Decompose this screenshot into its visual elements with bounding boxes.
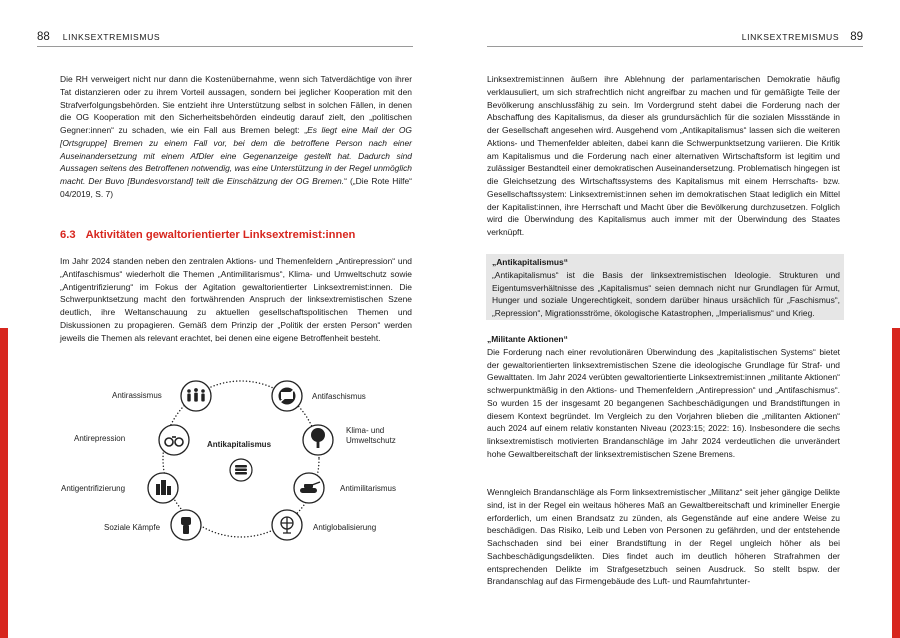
right-paragraph-1-text: Linksextremist:innen äußern ihre Ablehnung der parlamentarischen Demokratie häufig verklausuliert, um sich strafrechtlich nicht angreifbar zu machen und für gemäßigte Teile der Bevölkerung anschlussfähig zu sein. Im Vordergrund steht dabei die Forderung nach der Abschaffung des Kapitalismus, da dieser als grundursächlich für die sozialen Missstände in der Gesellschaft angesehen wird. Ausgehend vom „Antikapitalismus“ lassen sich die weiteren Aktions- und Themenfelder ableiten, dabei kann die Schwerpunktsetzung variieren. Die Kritik am Kapitalismus und die Forderung nach einer alternativen Wirtschaftsform ist legitim und zulässiger Bestandteil einer demokratischen Auseinandersetzung. Problematisch hingegen ist die Gleichsetzung des Wirtschaftssystems des Kapitalismus mit einem Herrschafts- bzw. Gesellschaftssystem: Linksextremist:innen sehen im demokratischen Staat lediglich ein Mittel der Kapitalist:innen, ihre Herrschaft und Macht über die Bevölkerung durchzusetzen. Folglich wird die Überwindung des Kapitalismus auch immer mit der Überwindung des Staates verknüpft.: [487, 74, 840, 237]
right-paragraph-1: [487, 73, 840, 239]
militant-text: Die Forderung nach einer revolutionären Überwindung des „kapitalistischen Systems“ bietet der gewaltorientierten linksextremistischen Szene die ideologische Grundlage für Straf- und Gewalttaten. Im Jahr 2024 verübten gewaltorientierte Linksextremist:innen „militante Aktionen“ schwerpunktmäßig in den Aktions- und Themenfeldern „Antirepression“ und „Antifaschismus“. So wurden 15 der insgesamt 20 begangenen Sachbeschädigungen und Brandstiftungen in diesem Kontext begründet. Im Vergleich zu den Vorjahren blieben die „militanten Aktionen“ auch 2024 auf einem relativ konstanten Niveau (2023:15; 2022: 16). Insbesondere die sechs linksextremistisch motivierten Brandanschläge im Jahr 2024 verdeutlichen die unverändert hohe Gewaltbereitschaft der linksextremistischen Szene Bremens.: [487, 346, 840, 459]
intro-quote-text: Es liegt eine Mail der OG [Ortsgruppe] Bremen zu einem Fall vor, bei dem die betroffene Person nach einer Auseinandersetzung mit einem AfDler eine Gegenanzeige gestellt hat. Dadurch sind Aussagen seitens des Betroffenen notwendig, was eine Unterstützung in der Regel unmöglich macht. Der Buvo [Bundesvorstand] teilt die Einschätzung der OG Bremen.: [60, 125, 412, 186]
box-text: „Antikapitalismus“ ist die Basis der linksextremistischen Ideologie. Strukturen und Eigentumsverhältnisse des „Kapitalismus“ seien demnach nicht nur Grundlagen für Armut, Hunger und soziale Ungerechtigkeit, sondern darüber hinaus ursächlich für „Faschismus“, „Repression“, Migrationsströme, ökologische Katastrophen, „Imperialismus“ und Krieg.: [492, 269, 840, 318]
coin-stack-icon: [230, 459, 252, 481]
box-heading: „Antikapitalismus“: [492, 257, 568, 267]
intro-plain-text: Die RH verweigert nicht nur dann die Kostenübernahme, wenn sich Tatverdächtige von ihrer Tat distanzieren oder zu ihrem Vorteil aussagen, sondern bei jeglicher Kooperation mit den Strafverfolgungsbehörden. Sie entzieht ihre Unterstützung selbst in solchen Fällen, in denen die OG Kooperation mit den Sicherheitsbehörden eindeutig darauf zielt, den „politischen Gegner:innen“ zu schaden, wie ein Fall aus Bremen belegt: „: [60, 74, 412, 135]
label-antirepression: Antirepression: [74, 434, 126, 443]
left-page-number: 88: [37, 31, 50, 43]
left-running-title: LINKSEXTREMISMUS: [62, 32, 161, 42]
militant-section: [487, 333, 840, 461]
right-running-title: LINKSEXTREMISMUS: [741, 32, 840, 42]
section-paragraph-text: Im Jahr 2024 standen neben den zentralen Aktions- und Themenfeldern „Antirepression“ und „Antifaschismus“ wiederholt die Themen „Antimilitarismus“, Klima- und Umweltschutz sowie „Antigentrifizierung“ im Fokus der Agitation gewaltorientierter Linksextremist:innen. Die Schwerpunktsetzung macht den fortwährenden Anspruch der linksextremistischen Szene deutlich, ihre Weltanschauung zu aktuellen gesellschaftspolitischen Themen und Diskussionen zu propagieren. Gemäß dem Prinzip der „Politik der ersten Person“ werden jeweils die Themen als relevant erachtet, bei denen eine eigene Betroffenheit besteht.: [60, 256, 412, 343]
diagram-center-label: Antikapitalismus: [207, 440, 272, 449]
no-symbol-icon: [279, 388, 296, 405]
label-soziale-kaempfe: Soziale Kämpfe: [104, 523, 161, 532]
militant-heading: „Militante Aktionen“: [487, 334, 568, 344]
people-group-icon: [187, 388, 205, 402]
section-title-text: Aktivitäten gewaltorientierter Linksextremist:innen: [85, 229, 356, 241]
label-antigentrifizierung: Antigentrifizierung: [61, 484, 126, 493]
node-antirepression: [159, 425, 189, 455]
label-antiglobalisierung: Antiglobalisierung: [313, 523, 377, 532]
antikapitalismus-definition-box: [486, 254, 844, 320]
label-antimilitarismus: Antimilitarismus: [340, 484, 397, 493]
label-antifaschismus: Antifaschismus: [312, 392, 366, 401]
right-paragraph-last-text: Wenngleich Brandanschläge als Form linksextremistischer „Militanz“ seit jeher gängige Delikte sind, ist in der Regel ein weitaus höheres Maß an Gewaltbereitschaft und krimineller Energie erforderlich, um einen Brandsatz zu zünden, als Gegenstände auf eine andere Weise zu beschädigen. Das Risiko, Leib und Leben von Personen zu gefährden, und der entstehende Sachschaden sind bei einer Brandstiftung in der Regel ungleich höher als bei Sachbeschädigungsdelikten. Dies findet auch im deutlich höheren Strafrahmen der entsprechenden Delikte im Strafgesetzbuch seinen Ausdruck. So stellt bspw. der Brandanschlag auf das Firmengebäude des Luft- und Raumfahrtunter-: [487, 487, 840, 587]
section-number: 6.3: [60, 229, 76, 241]
label-klima: Klima- und Umweltschutz: [346, 426, 396, 445]
right-page-number: 89: [850, 31, 863, 43]
label-antirassismus: Antirassismus: [112, 391, 162, 400]
right-paragraph-last: [487, 486, 840, 588]
intro-source-text: “ („Die Rote Hilfe“ 04/2019, S. 7): [60, 176, 412, 199]
